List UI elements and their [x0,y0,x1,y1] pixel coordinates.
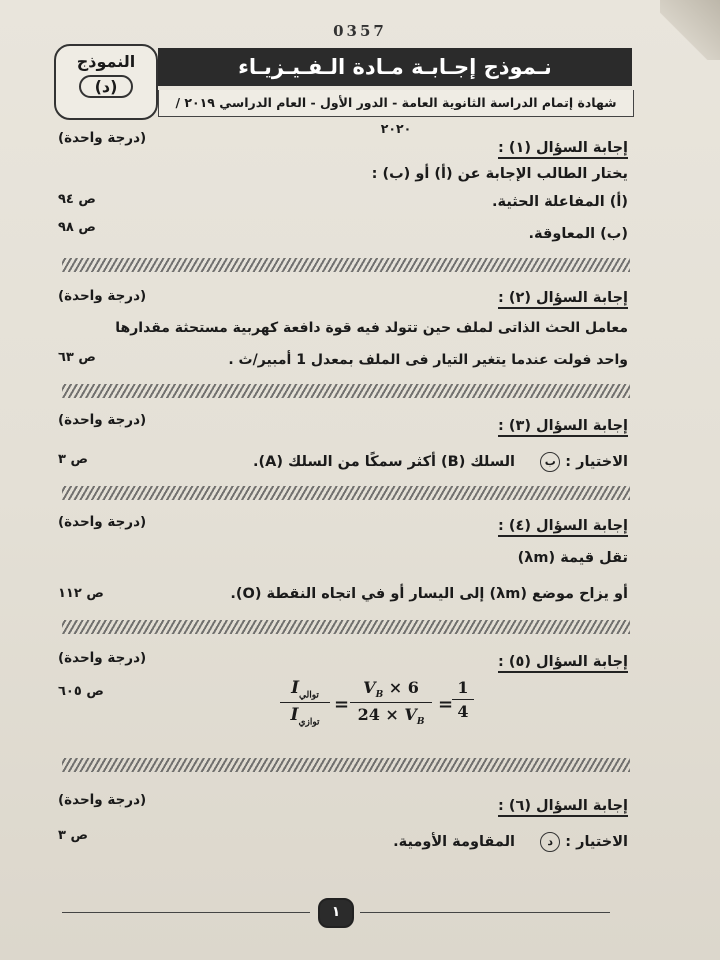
q1-ref-2: ص ٩٨ [58,220,96,235]
q3-answer-line [253,452,628,472]
q5-formula [280,676,480,740]
model-label: النموذج [76,52,136,71]
q5-ref: ص ٦٠٥ [58,684,104,699]
page-title: نـموذج إجـابـة مـادة الـفـيـزيـاء [158,48,632,86]
rhs-fraction: $\frac{1}{4}$ [452,678,474,721]
q6-degree: (درجة واحدة) [58,792,147,808]
q6-choice-letter: د [540,832,560,852]
q2-heading: إجابة السؤال (٢) : [498,290,628,306]
q5-heading: إجابة السؤال (٥) : [498,654,628,670]
q4-degree: (درجة واحدة) [58,514,147,530]
q3-answer: السلك (B) أكثر سمكًا من السلك (A). [252,454,515,470]
separator [62,258,630,272]
separator [62,758,630,772]
q3-degree: (درجة واحدة) [58,412,147,428]
q4-line-2: أو يزاح موضع (λm) إلى اليسار أو في اتجاه النقطة (O). [230,586,628,602]
equals-1: = [334,694,350,715]
q1-ref-1: ص ٩٤ [58,192,96,207]
header [40,40,632,136]
q6-ref: ص ٣ [58,828,88,843]
certificate-line: شهادة إتمام الدراسة الثانوية العامة - الدور الأول - العام الدراسي ٢٠١٩ / ٢٠٢٠ [158,90,634,117]
q4-ref: ص ١١٢ [58,586,104,601]
mid-fraction: $\frac{V_B \times 6}{24 \times V_B}$ [350,678,432,727]
model-box [54,44,158,120]
q1-heading: إجابة السؤال (١) : [498,140,628,156]
q4-heading: إجابة السؤال (٤) : [498,518,628,534]
q1-line-1: يختار الطالب الإجابة عن (أ) أو (ب) : [371,166,628,182]
separator [62,486,630,500]
q1-line-3: (ب) المعاوقة. [528,226,628,242]
q6-answer: المقاومة الأومية. [393,834,515,850]
page-number: ١ [318,898,354,928]
q3-ref: ص ٣ [58,452,88,467]
model-letter: (د) [79,75,134,98]
q6-answer-line [393,832,628,852]
q6-heading: إجابة السؤال (٦) : [498,798,628,814]
q2-degree: (درجة واحدة) [58,288,147,304]
q3-choice-label: الاختيار : [565,454,628,470]
q6-choice-label: الاختيار : [565,834,628,850]
footer-line-right [360,912,610,913]
q1-degree: (درجة واحدة) [58,130,147,146]
separator [62,620,630,634]
q2-ref: ص ٦٣ [58,350,96,365]
q4-line-1: تقل قيمة (λm) [517,550,628,566]
exam-code: 0357 [333,22,387,40]
separator [62,384,630,398]
lhs-fraction: $I_{توالي}$ $I_{توازي}$ [280,678,330,728]
q3-choice-letter: ب [540,452,560,472]
q1-line-2: (أ) المفاعلة الحثية. [492,194,628,210]
footer-line-left [62,912,310,913]
equals-2: = [438,694,454,715]
q5-degree: (درجة واحدة) [58,650,147,666]
q3-heading: إجابة السؤال (٣) : [498,418,628,434]
q2-line-2: واحد فولت عندما يتغير التيار فى الملف بمعدل 1 أمبير/ث . [228,352,628,368]
q2-line-1: معامل الحث الذاتى لملف حين تتولد فيه قوة دافعة كهربية مستحثة مقدارها [115,320,628,336]
